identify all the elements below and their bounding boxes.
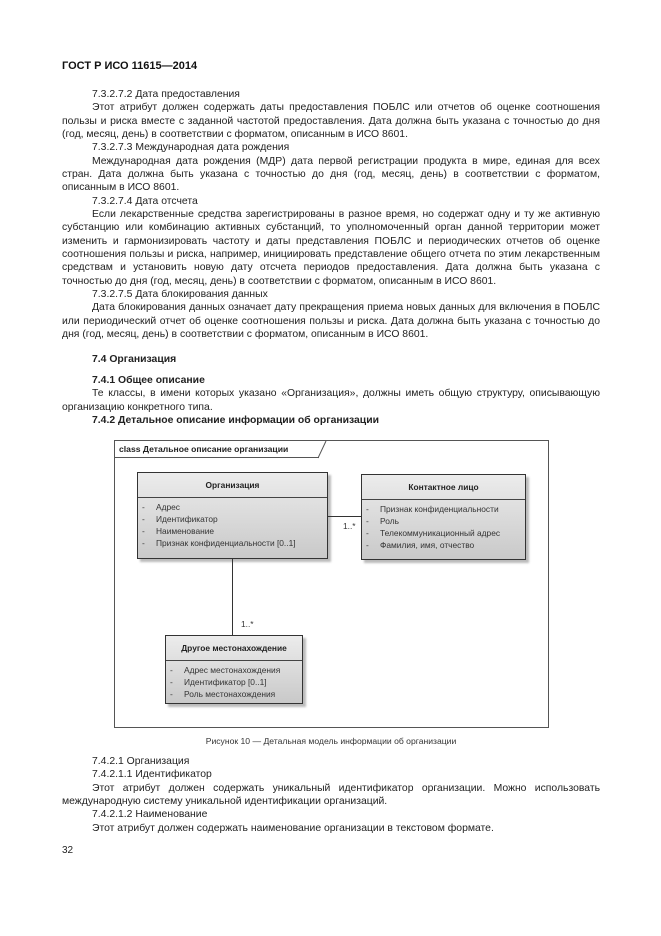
attribute: - Идентификатор (142, 514, 218, 524)
class-contact-person (361, 474, 526, 560)
class-other-location (165, 635, 303, 704)
page-number: 32 (62, 845, 74, 856)
paragraph: Те классы, в имени которых указано «Организация», должны иметь общую структуру, описывающую организацию конкретного типа. (62, 388, 600, 413)
heading-7-3-2-7-2: 7.3.2.7.2 Дата предоставления (92, 89, 240, 100)
heading-7-4-2-1: 7.4.2.1 Организация (92, 756, 190, 767)
class-organization (137, 472, 328, 559)
multiplicity-contact: 1..* (343, 521, 356, 531)
section-7-3-2-7 (62, 88, 600, 341)
class-attributes (362, 500, 525, 551)
heading-7-4-1: 7.4.1 Общее описание (92, 375, 205, 386)
uml-class-diagram (114, 440, 549, 728)
paragraph: Этот атрибут должен содержать наименование организации в текстовом формате. (92, 822, 494, 834)
attribute: - Телекоммуникационный адрес (366, 528, 501, 538)
document-header: ГОСТ Р ИСО 11615—2014 (62, 60, 198, 72)
class-title: Контактное лицо (362, 475, 525, 500)
paragraph: Дата блокирования данных означает дату прекращения приема новых данных для включения в ПОБЛС или периодический отчет об оценке соотношения пользы и риска. Дата должна быть указана с точностью до дня (год, месяц, день) в соответствии с форматом, описанным в ИСО 8601. (62, 302, 600, 340)
attribute: - Наименование (142, 526, 215, 536)
paragraph: Международная дата рождения (МДР) дата первой регистрации продукта в мире, единая для всех стран. Дата должна быть указана с точностью до дня (год, месяц, день) в соответствии с форматом, описанным в ИСО 8601. (62, 155, 600, 194)
attribute: - Фамилия, имя, отчество (366, 540, 475, 550)
attribute: - Адрес местонахождения (170, 665, 281, 675)
heading-7-4: 7.4 Организация (92, 354, 177, 365)
figure-caption: Рисунок 10 — Детальная модель информации об организации (205, 736, 457, 746)
section-7-4-2-1 (62, 755, 600, 835)
paragraph: Этот атрибут должен содержать даты предоставления ПОБЛС или отчетов об оценке соотношения пользы и риска вместе с заданной частотой предоставления. Дата должна быть указана с точностью до дня (год, месяц, день) в соответствии с форматом, описанным в ИСО 8601. (62, 102, 600, 140)
class-attributes (138, 498, 327, 549)
attribute: - Признак конфиденциальности (366, 504, 499, 514)
attribute: - Идентификатор [0..1] (170, 677, 267, 687)
association-line-contact (327, 516, 361, 517)
association-line-location (232, 558, 233, 635)
heading-7-4-2-1-2: 7.4.2.1.2 Наименование (92, 809, 208, 821)
attribute: - Признак конфиденциальности [0..1] (142, 538, 296, 548)
frame-label-text: class Детальное описание организации (119, 444, 289, 454)
paragraph: Этот атрибут должен содержать уникальный идентификатор организации. Можно использовать международную систему уникальной идентификации организаций. (62, 782, 600, 807)
class-title: Другое местонахождение (166, 636, 302, 661)
heading-7-4-2-1-1: 7.4.2.1.1 Идентификатор (92, 769, 212, 781)
section-7-4-heading-block (62, 353, 600, 366)
attribute: - Адрес (142, 502, 180, 512)
heading-7-3-2-7-3: 7.3.2.7.3 Международная дата рождения (92, 142, 290, 154)
class-attributes (166, 661, 302, 700)
diagram-frame-label (115, 441, 319, 458)
heading-7-4-2: 7.4.2 Детальное описание информации об организации (92, 414, 379, 426)
paragraph: Если лекарственные средства зарегистрированы в разное время, но содержат одну и ту же активную субстанцию или комбинацию активных субстанций, то уполномоченный орган данной территории может изменить и гармонизировать частоту и даты представления ПОБЛС и периодических отчетов об оценке соотношения пользы и риска, например, инициировать представление общего отчета по этим лекарственным средствам и установить новую дату отсчета периодов предоставления. Дата должна быть указана с точностью до дня (год, месяц, день) в соответствии с форматом, описанным в ИСО 8601. (62, 208, 600, 287)
attribute: - Роль (366, 516, 399, 526)
heading-7-3-2-7-5: 7.3.2.7.5 Дата блокирования данных (92, 288, 268, 300)
frame-tab-corner-icon (318, 441, 327, 459)
attribute: - Роль местонахождения (170, 689, 276, 699)
multiplicity-location: 1..* (241, 619, 254, 629)
section-7-4-1 (62, 374, 600, 427)
class-title: Организация (138, 473, 327, 498)
heading-7-3-2-7-4: 7.3.2.7.4 Дата отсчета (92, 195, 198, 207)
